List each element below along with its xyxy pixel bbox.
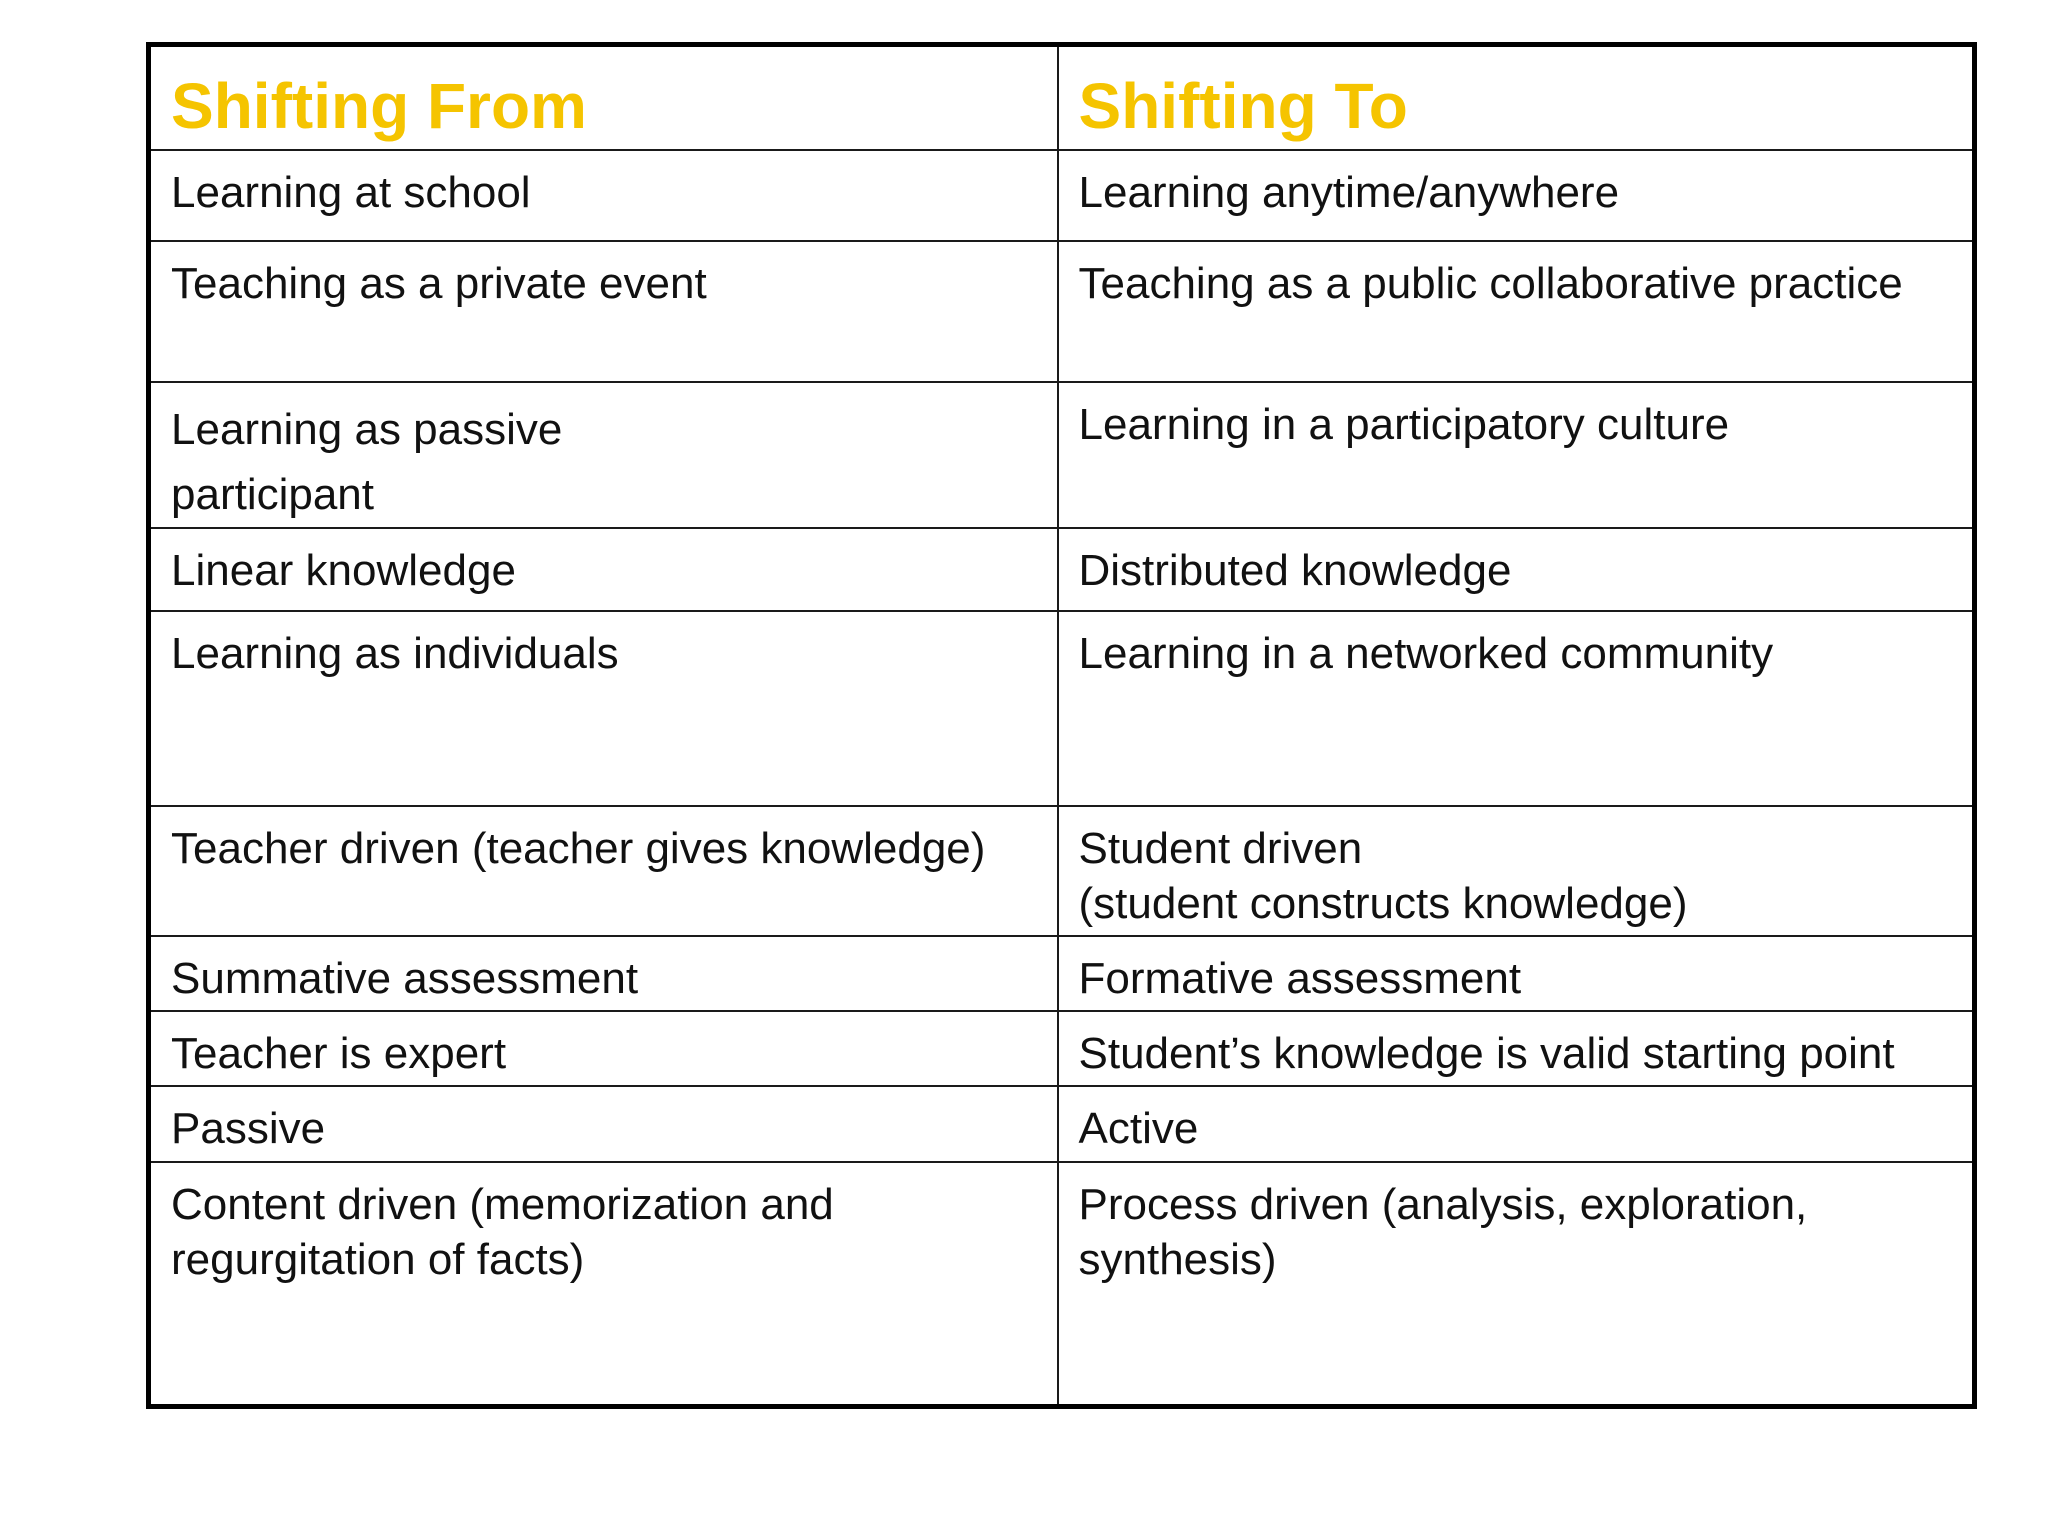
cell-to: Student’s knowledge is valid starting point <box>1058 1011 1975 1086</box>
cell-from: Summative assessment <box>149 936 1058 1011</box>
table-row <box>149 611 1975 806</box>
cell-to: Student driven (student constructs knowledge) <box>1058 806 1975 936</box>
cell-to: Learning in a networked community <box>1058 611 1975 806</box>
table-row <box>149 1011 1975 1086</box>
table-row <box>149 382 1975 528</box>
cell-from: Teacher is expert <box>149 1011 1058 1086</box>
cell-from: Linear knowledge <box>149 528 1058 611</box>
table-row <box>149 1162 1975 1406</box>
table-row <box>149 150 1975 241</box>
cell-to: Teaching as a public collaborative practice <box>1058 241 1975 382</box>
table-row <box>149 806 1975 936</box>
cell-to: Active <box>1058 1086 1975 1162</box>
cell-from: Passive <box>149 1086 1058 1162</box>
cell-from: Content driven (memorization and regurgitation of facts) <box>149 1162 1058 1406</box>
cell-from: Learning as individuals <box>149 611 1058 806</box>
comparison-table <box>146 42 1977 1409</box>
cell-from: Teaching as a private event <box>149 241 1058 382</box>
table-row <box>149 936 1975 1011</box>
table-row <box>149 528 1975 611</box>
cell-to: Process driven (analysis, exploration, synthesis) <box>1058 1162 1975 1406</box>
cell-from: Teacher driven (teacher gives knowledge) <box>149 806 1058 936</box>
cell-from: Learning at school <box>149 150 1058 241</box>
cell-from: Learning as passive participant <box>149 382 1058 528</box>
cell-to: Formative assessment <box>1058 936 1975 1011</box>
header-shifting-to: Shifting To <box>1058 45 1975 151</box>
header-row <box>149 45 1975 151</box>
table-row <box>149 241 1975 382</box>
cell-to: Learning anytime/anywhere <box>1058 150 1975 241</box>
header-shifting-from: Shifting From <box>149 45 1058 151</box>
cell-to: Distributed knowledge <box>1058 528 1975 611</box>
cell-to: Learning in a participatory culture <box>1058 382 1975 528</box>
table-row <box>149 1086 1975 1162</box>
